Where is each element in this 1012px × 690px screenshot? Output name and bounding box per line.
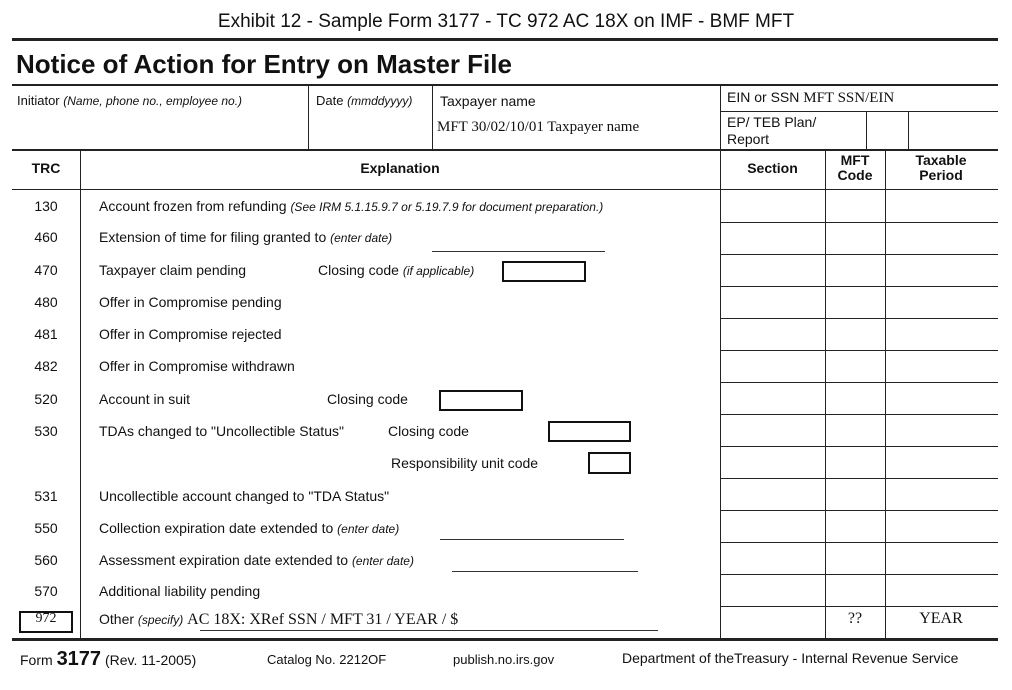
row-explanation: Account frozen from refunding (See IRM 5.1.15.9.7 or 5.19.7.9 for document preparation.) (99, 198, 604, 214)
trc-code: 470 (34, 262, 58, 278)
exhibit-title: Exhibit 12 - Sample Form 3177 - TC 972 AC 18X on IMF - BMF MFT (217, 11, 795, 32)
publish-site: publish.no.irs.gov (453, 652, 555, 667)
closing-code-label: Responsibility unit code (391, 455, 539, 471)
taxpayer-name-value[interactable]: MFT 30/02/10/01 Taxpayer name (437, 119, 640, 135)
grid-line (720, 606, 998, 607)
date-label: Date (316, 93, 344, 108)
closing-code-label: Closing code (327, 391, 408, 407)
row-explanation: Account in suit (99, 391, 191, 407)
specify-field-line (200, 630, 658, 631)
trc-code: 130 (34, 198, 58, 214)
row-explanation: TDAs changed to "Uncollectible Status" (99, 423, 344, 439)
trc-code: 481 (34, 326, 58, 342)
closing-code-470-box[interactable] (502, 261, 586, 282)
col-trc: TRC (31, 160, 61, 176)
grid-line (720, 350, 998, 351)
col-taxable-period: Taxable Period (915, 152, 967, 183)
closing-code-label: Closing code (388, 423, 469, 439)
mft-code-value[interactable]: ?? (847, 610, 863, 627)
row-explanation: Offer in Compromise pending (99, 294, 282, 310)
ep-teb-label: EP/ TEB Plan/ Report (727, 114, 817, 147)
initiator-note: (Name, phone no., employee no.) (63, 94, 243, 108)
grid-line (720, 318, 998, 319)
row-explanation: Collection expiration date extended to (enter date) (99, 520, 400, 536)
col-section: Section (747, 160, 798, 176)
grid-line (720, 446, 998, 447)
taxpayer-label: Taxpayer name (440, 93, 536, 109)
grid-line (720, 574, 998, 575)
grid-line (720, 510, 998, 511)
row-explanation: Taxpayer claim pending (99, 262, 247, 278)
grid-line (720, 254, 998, 255)
row-explanation: Other (specify) AC 18X: XRef SSN / MFT 31 / YEAR / $ (99, 611, 459, 628)
trc-code: 531 (34, 488, 58, 504)
closing-code-520-box[interactable] (439, 390, 523, 411)
ep-teb-report-field[interactable] (909, 112, 997, 149)
ein-value: MFT SSN/EIN (803, 90, 895, 106)
grid-line (720, 382, 998, 383)
col-explanation: Explanation (360, 160, 440, 176)
trc-code: 972 (35, 611, 57, 626)
ein-label: EIN or SSN (727, 89, 800, 105)
grid-line (720, 286, 998, 287)
catalog-number: Catalog No. 2212OF (267, 652, 387, 667)
row-explanation: Assessment expiration date extended to (enter date) (99, 552, 414, 568)
date-note: (mmddyyyy) (347, 94, 413, 108)
trc-972-box[interactable] (19, 611, 73, 633)
ein-field[interactable] (727, 89, 894, 107)
row-explanation: Extension of time for filing granted to (enter date) (99, 229, 393, 245)
taxable-period-value[interactable]: YEAR (919, 610, 963, 627)
grid-line (720, 414, 998, 415)
row-explanation: Uncollectible account changed to "TDA Status" (99, 488, 390, 504)
closing-code-label: Closing code (if applicable) (318, 262, 475, 278)
form-title: Notice of Action for Entry on Master File (16, 49, 512, 79)
trc-code: 480 (34, 294, 58, 310)
trc-code: 530 (34, 423, 58, 439)
initiator-label: Initiator (17, 93, 60, 108)
date-field[interactable] (316, 93, 412, 108)
date-550-field[interactable] (440, 539, 624, 540)
grid-line (720, 222, 998, 223)
specify-value: AC 18X: XRef SSN / MFT 31 / YEAR / $ (187, 611, 459, 628)
trc-code: 482 (34, 358, 58, 374)
initiator-field[interactable] (17, 93, 242, 108)
divider (12, 38, 998, 41)
responsibility-unit-code-box[interactable] (588, 452, 631, 474)
trc-code: 520 (34, 391, 58, 407)
date-460-field[interactable] (432, 251, 605, 252)
form-number: Form 3177 (Rev. 11-2005) (20, 648, 197, 670)
col-mft-code: MFT Code (837, 152, 873, 183)
row-explanation: Offer in Compromise withdrawn (99, 358, 295, 374)
department: Department of theTreasury - Internal Revenue Service (622, 650, 959, 666)
date-560-field[interactable] (452, 571, 638, 572)
row-explanation: Additional liability pending (99, 583, 261, 599)
trc-code: 550 (34, 520, 58, 536)
trc-code: 560 (34, 552, 58, 568)
grid-line (720, 478, 998, 479)
trc-code: 570 (34, 583, 58, 599)
row-explanation: Offer in Compromise rejected (99, 326, 282, 342)
grid-line (720, 542, 998, 543)
divider (12, 84, 998, 86)
ep-teb-plan-field[interactable] (867, 112, 907, 149)
trc-code: 460 (34, 229, 58, 245)
closing-code-530-box[interactable] (548, 421, 631, 442)
